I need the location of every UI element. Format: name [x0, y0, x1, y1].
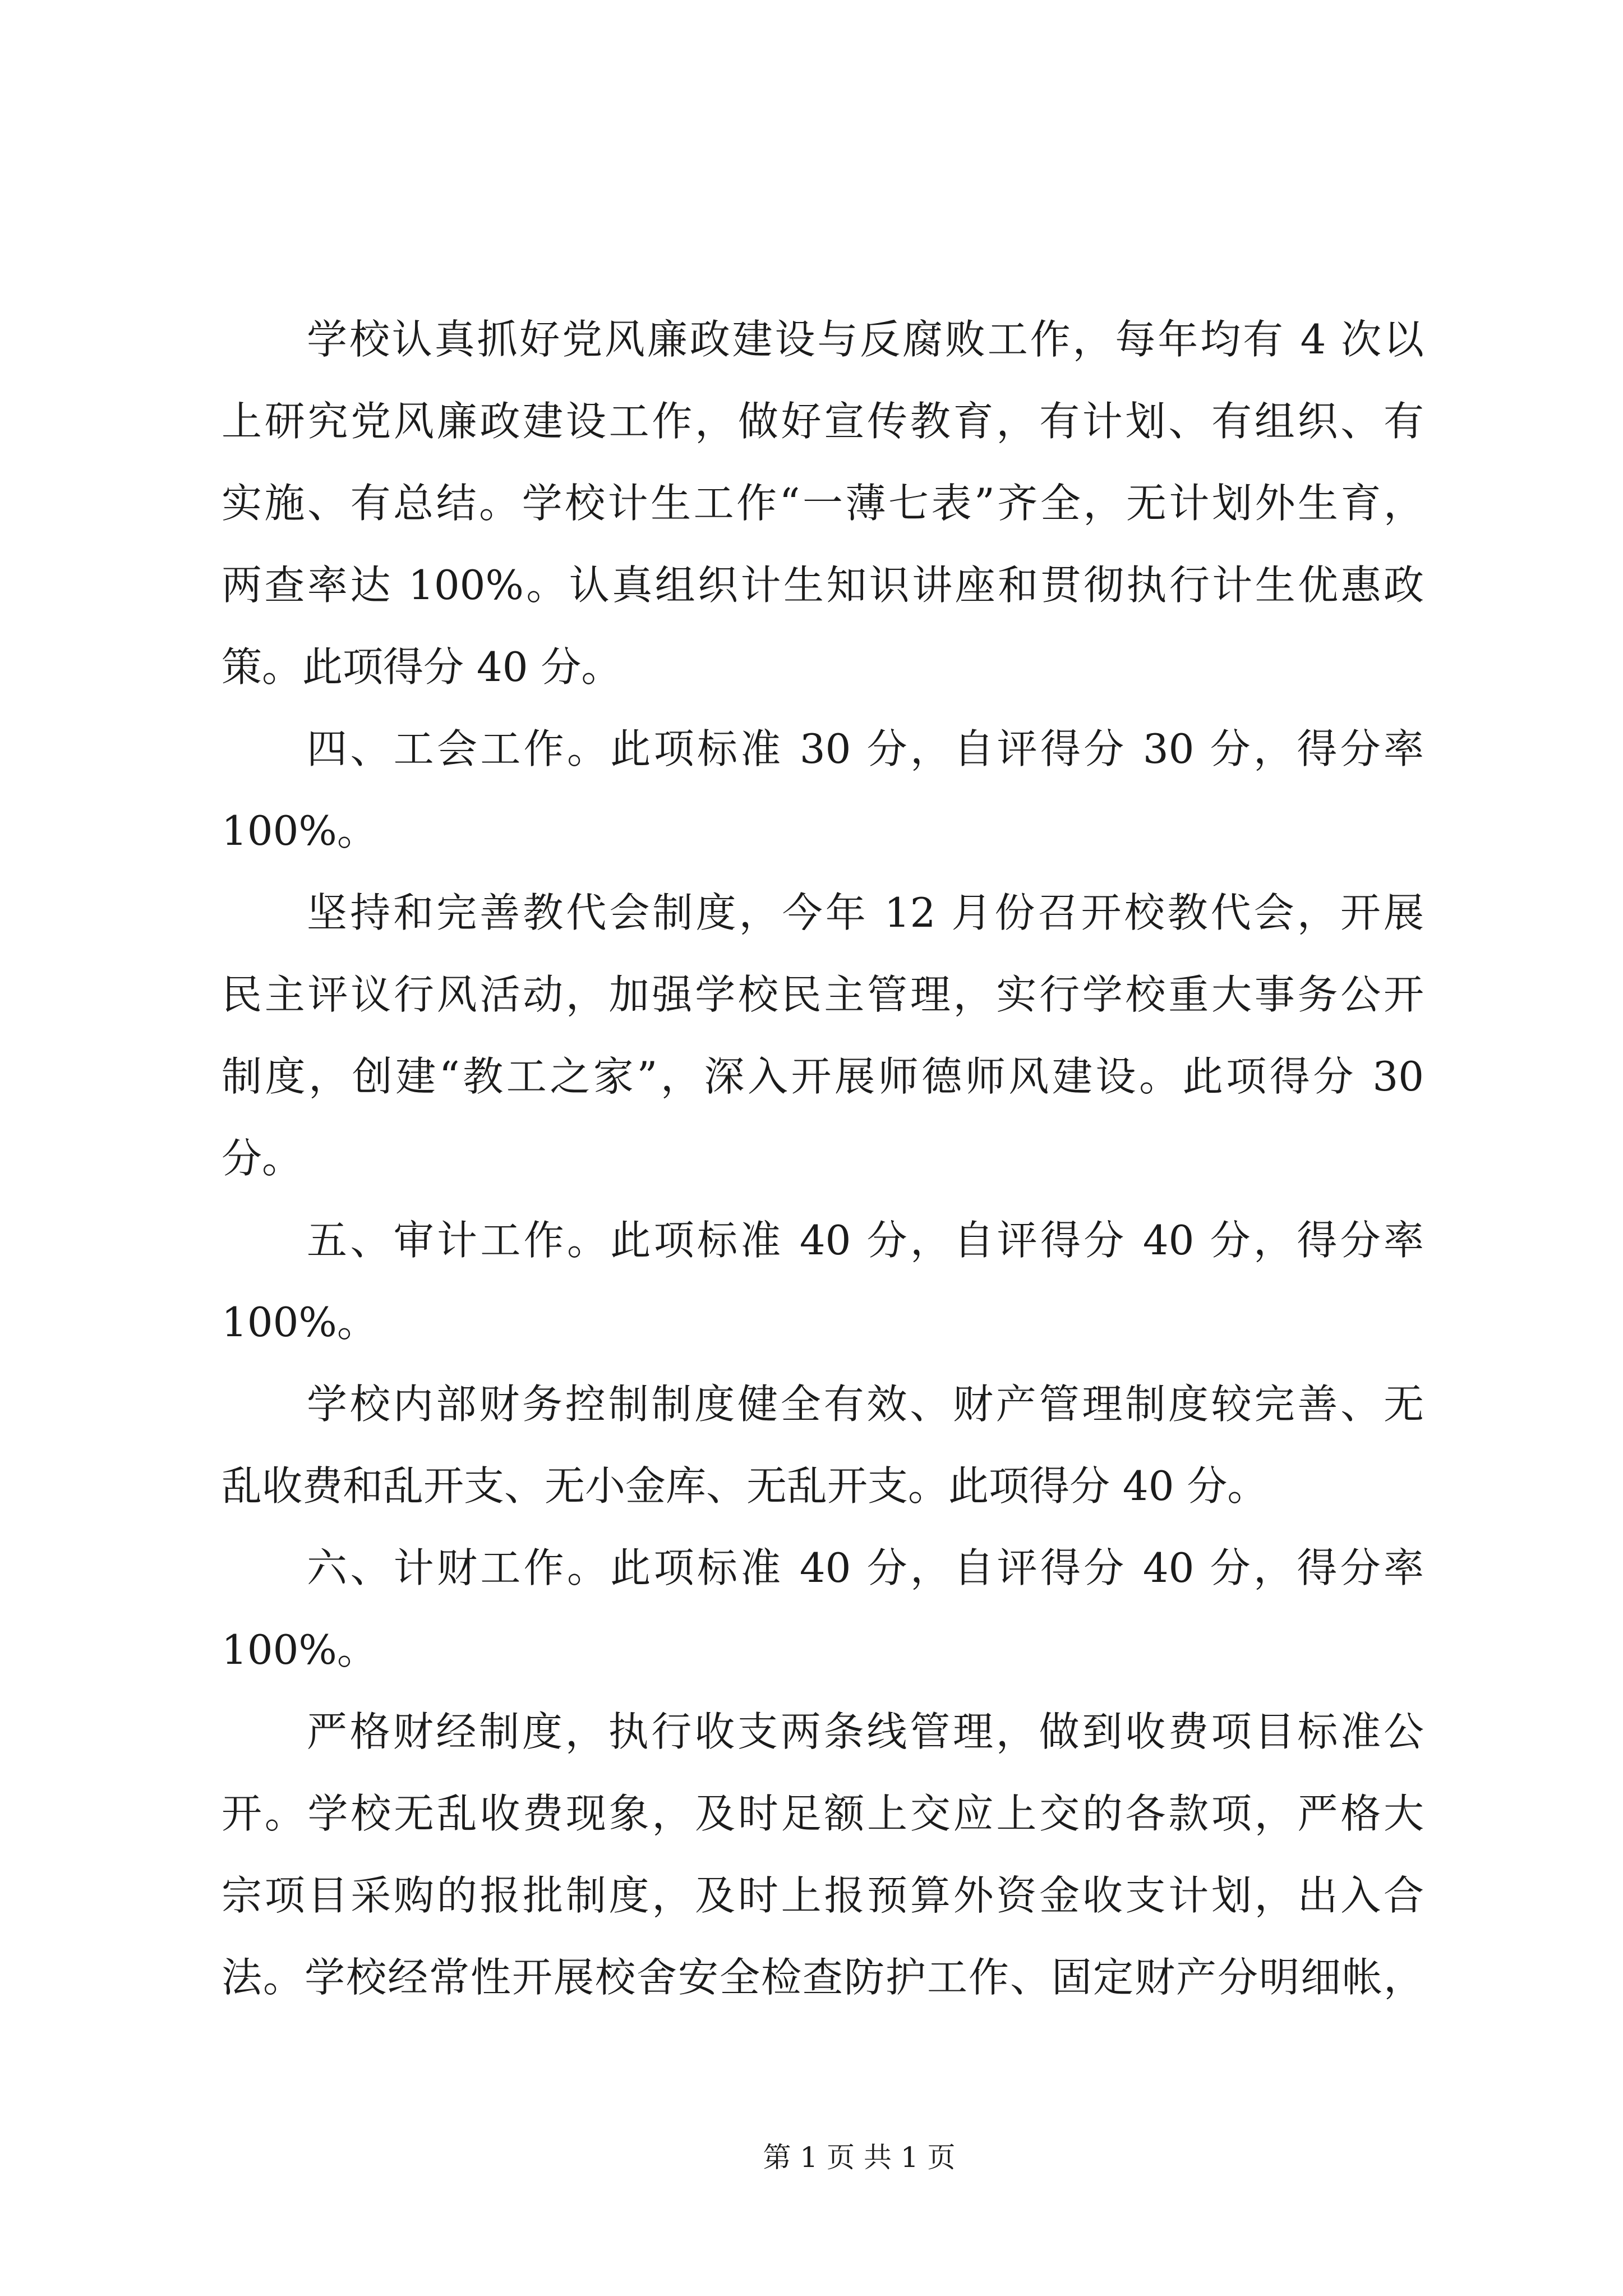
text-line: 乱收费和乱开支、无小金库、无乱开支。此项得分 40 分。: [222, 1462, 1268, 1510]
text-line: 六、计财工作。此项标准 40 分，自评得分 40 分，得分率: [307, 1544, 1424, 1591]
text-line: 策。此项得分 40 分。: [222, 643, 622, 691]
text-line: 坚持和完善教代会制度，今年 12 月份召开校教代会，开展: [307, 889, 1424, 936]
section-heading-union: [222, 708, 1424, 872]
text-line: 五、审计工作。此项标准 40 分，自评得分 40 分，得分率: [307, 1217, 1424, 1264]
text-line: 民主评议行风活动，加强学校民主管理，实行学校重大事务公开: [222, 971, 1424, 1018]
text-line: 两查率达 100%。认真组织计生知识讲座和贯彻执行计生优惠政: [222, 562, 1424, 609]
text-line: 100%。: [222, 807, 377, 854]
text-line: 100%。: [222, 1626, 377, 1673]
text-line: 上研究党风廉政建设工作，做好宣传教育，有计划、有组织、有: [222, 398, 1424, 445]
text-line: 实施、有总结。学校计生工作“一薄七表”齐全，无计划外生育，: [222, 480, 1424, 527]
page-footer: 第 1 页 共 1 页: [763, 2141, 956, 2174]
section-heading-finance: [222, 1527, 1424, 1691]
text-line: 制度，创建“教工之家”，深入开展师德师风建设。此项得分 30: [222, 1053, 1424, 1100]
paragraph-union: [222, 872, 1424, 1199]
text-line: 严格财经制度，执行收支两条线管理，做到收费项目标准公: [307, 1708, 1424, 1755]
document-body: [222, 298, 1424, 2018]
text-line: 分。: [222, 1135, 303, 1182]
text-line: 学校内部财务控制制度健全有效、财产管理制度较完善、无: [307, 1381, 1424, 1428]
text-line: 四、工会工作。此项标准 30 分，自评得分 30 分，得分率: [307, 725, 1424, 772]
section-heading-audit: [222, 1199, 1424, 1363]
paragraph-party-conduct: [222, 298, 1424, 708]
text-line: 开。学校无乱收费现象，及时足额上交应上交的各款项，严格大: [222, 1790, 1424, 1837]
text-line: 宗项目采购的报批制度，及时上报预算外资金收支计划，出入合: [222, 1872, 1424, 1919]
paragraph-audit: [222, 1363, 1424, 1527]
text-line: 法。学校经常性开展校舍安全检查防护工作、固定财产分明细帐，: [222, 1954, 1424, 2001]
text-line: 100%。: [222, 1299, 377, 1346]
paragraph-finance: [222, 1691, 1424, 2018]
text-line: 学校认真抓好党风廉政建设与反腐败工作，每年均有 4 次以: [307, 316, 1424, 363]
